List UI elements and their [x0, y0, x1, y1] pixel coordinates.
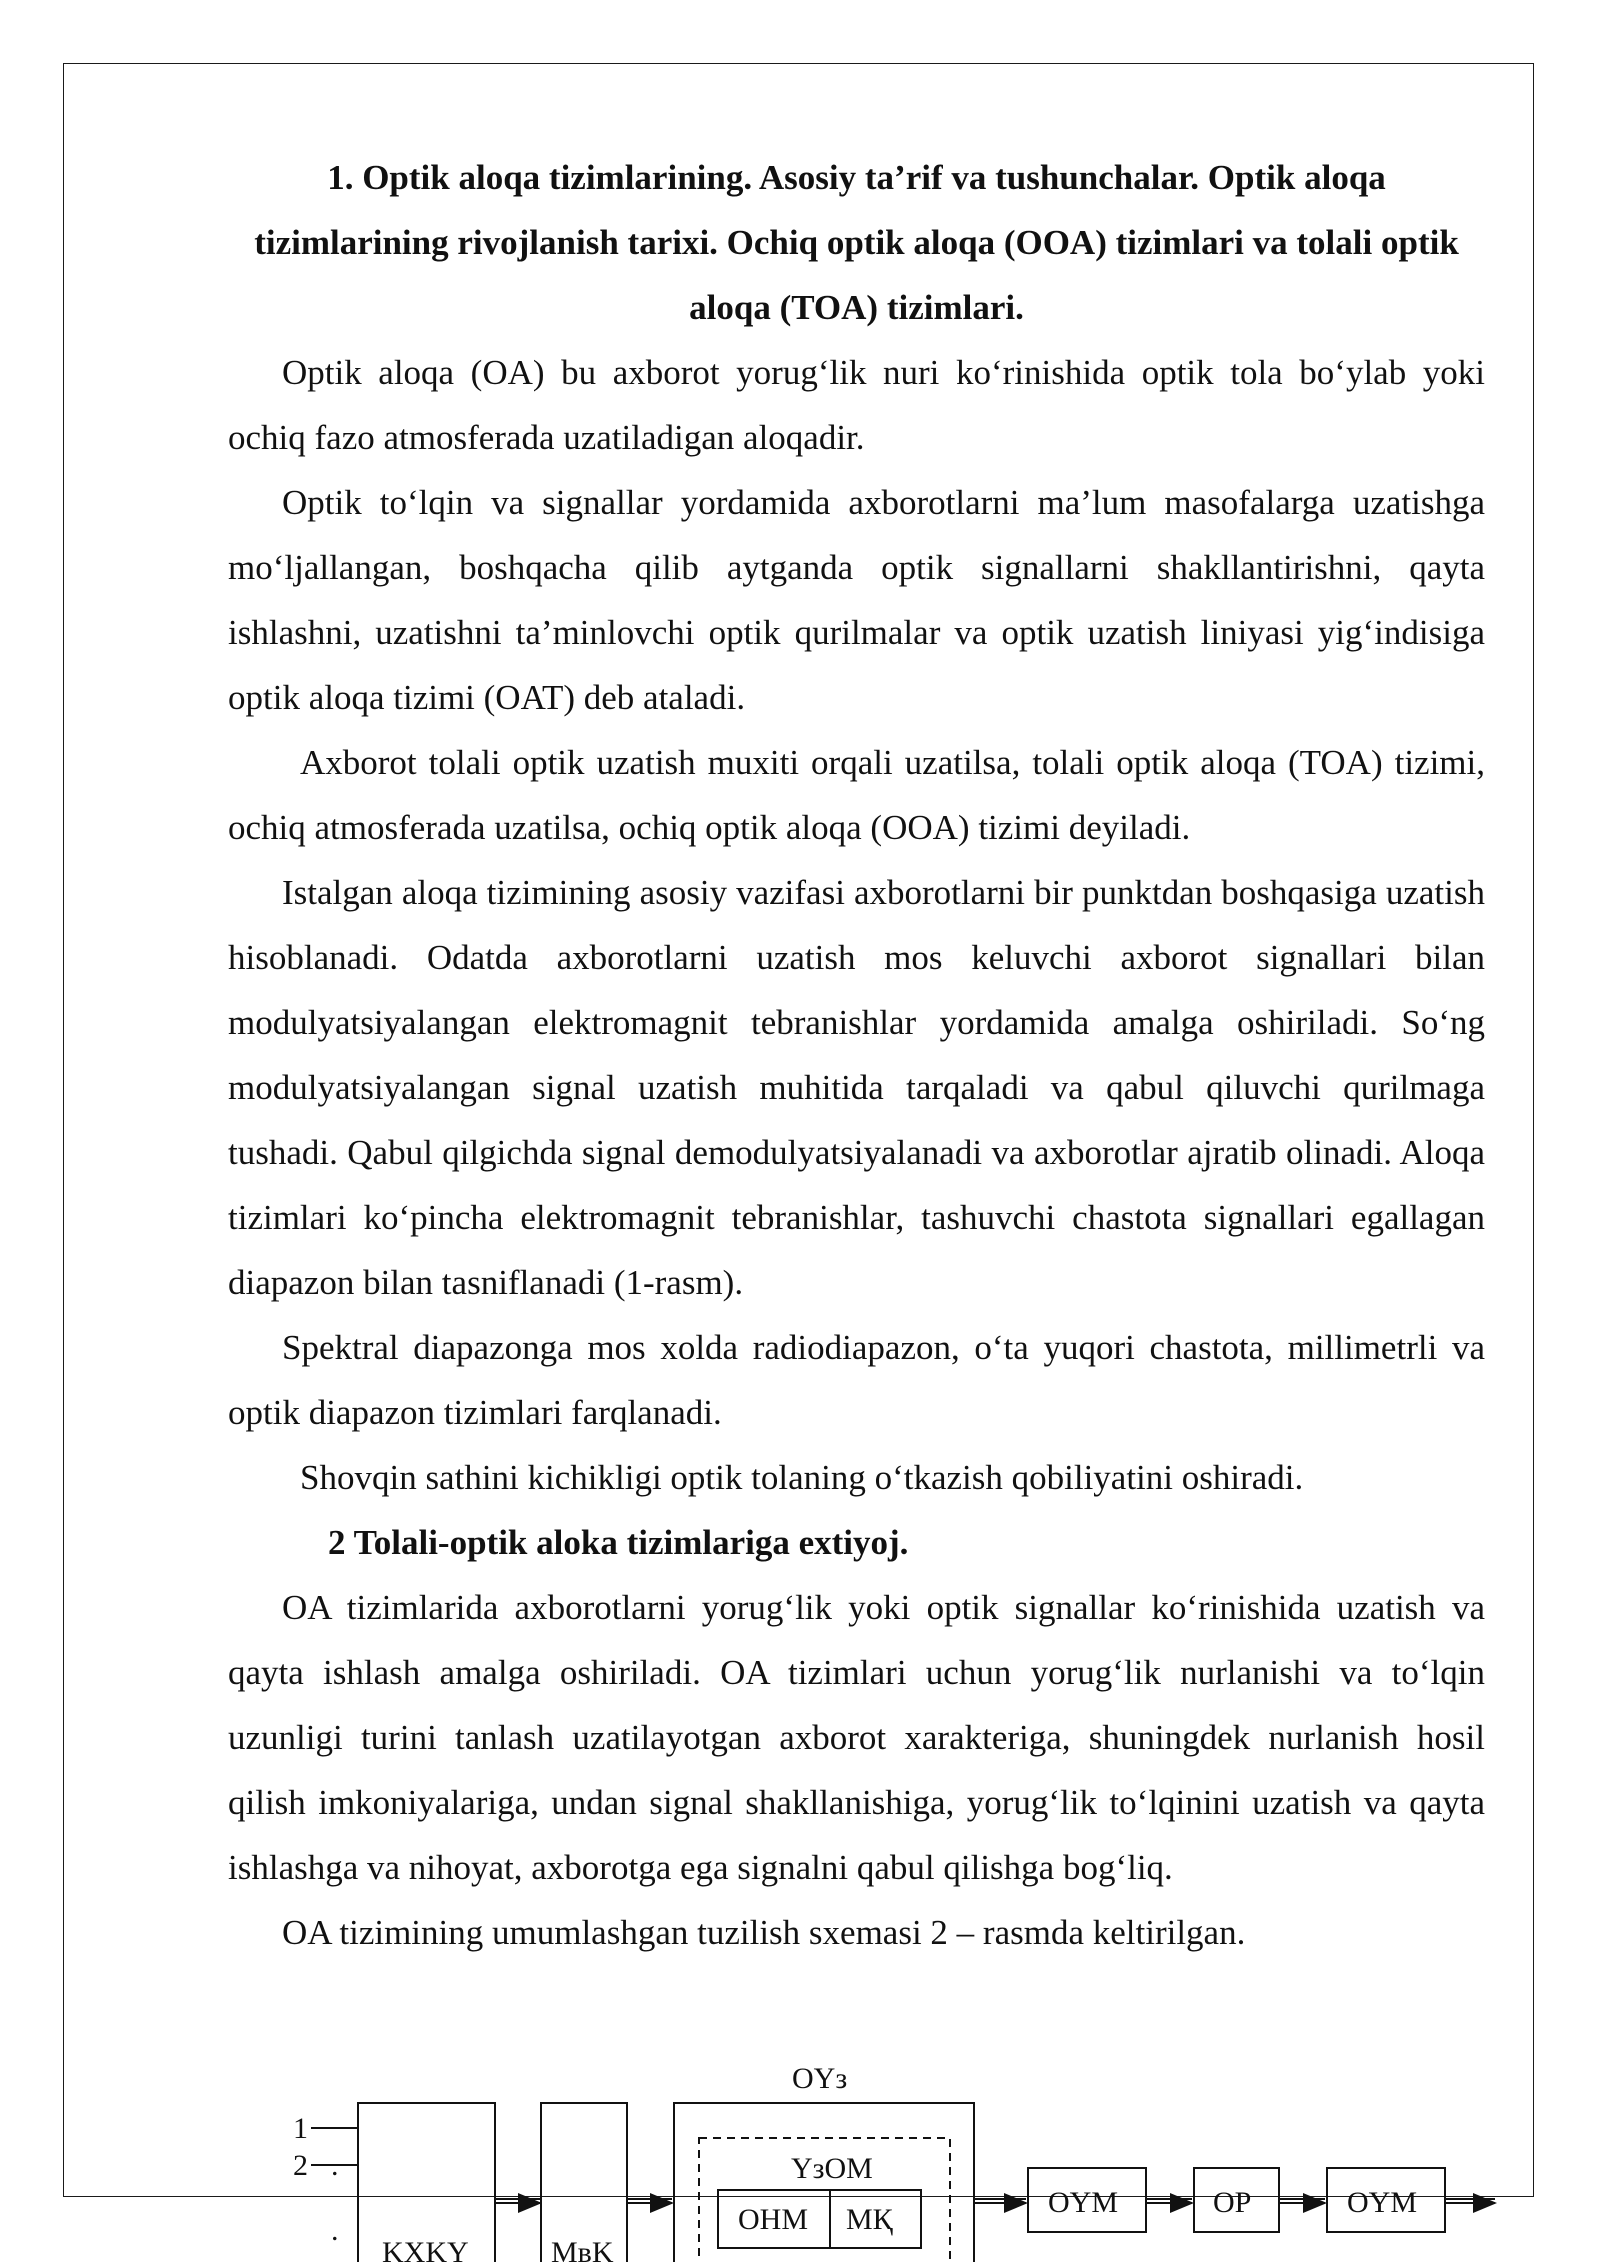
subsection-heading: 2 Tolali-optik aloka tizimlariga extiyoj.: [328, 1523, 909, 1562]
paragraph: Optik aloqa (OA) bu axborot yorug‘lik nuri ko‘rinishida optik tola bo‘ylab yoki ochiq fazo atmosferada uzatiladigan aloqadir.: [228, 353, 1485, 457]
ouz-label: OYз: [792, 2062, 848, 2095]
kxku-label: KXKY: [382, 2236, 469, 2262]
mvk-label: MвK: [551, 2236, 614, 2262]
paragraph: Axborot tolali optik uzatish muxiti orqali uzatilsa, tolali optik aloqa (TOA) tizimi, ochiq atmosferada uzatilsa, ochiq optik aloqa (OOA) tizimi deyiladi.: [228, 743, 1485, 847]
paragraph: Shovqin sathini kichikligi optik tolaning o‘tkazish qobiliyatini oshiradi.: [300, 1458, 1304, 1497]
paragraph: Optik to‘lqin va signallar yordamida axborotlarni ma’lum masofalarga uzatishga mo‘ljallangan, boshqacha qilib aytganda optik signallarni shakllantirishni, qayta ishlashni, uzatishni ta’minlovchi optik qurilmalar va optik uzatish liniyasi yig‘indisiga optik aloqa tizimi (OAT) deb ataladi.: [228, 483, 1485, 717]
mq-label: MҚ: [846, 2203, 893, 2236]
oum-label-2: OYM: [1347, 2186, 1418, 2219]
paragraph: Spektral diapazonga mos xolda radiodiapazon, o‘ta yuqori chastota, millimetrli va optik diapazon tizimlari farqlanadi.: [228, 1328, 1485, 1432]
input-dot: .: [331, 2149, 339, 2182]
input-lines: [293, 2112, 358, 2247]
section-heading: 1. Optik aloqa tizimlarining. Asosiy ta’rif va tushunchalar. Optik aloqa tizimlarining rivojlanish tarixi. Ochiq optik aloqa (OOA) tizimlari va tolali optik aloqa (TOA) tizimlari.: [254, 158, 1459, 327]
uzom-label: YзOM: [791, 2152, 873, 2185]
input-dot: .: [331, 2214, 339, 2247]
oum-label-1: OYM: [1048, 2186, 1119, 2219]
or-label: OP: [1213, 2186, 1252, 2219]
input-label-2: 2: [293, 2149, 308, 2182]
paragraph: OA tizimining umumlashgan tuzilish sxemasi 2 – rasmda keltirilgan.: [282, 1913, 1246, 1952]
paragraph: Istalgan aloqa tizimining asosiy vazifasi axborotlarni bir punktdan boshqasiga uzatish hisoblanadi. Odatda axborotlarni uzatish mos keluvchi axborot signallari bilan modulyatsiyalangan elektromagnit tebranishlar yordamida amalga oshiriladi. So‘ng modulyatsiyalangan signal uzatish muhitida tarqaladi va qabul qiluvchi qurilmaga tushadi. Qabul qilgichda signal demodulyatsiyalanadi va axborotlar ajratib olinadi. Aloqa tizimlari ko‘pincha elektromagnit tebranishlar, tashuvchi chastota signallari egallagan diapazon bilan tasniflanadi (1-rasm).: [228, 873, 1485, 1302]
paragraph: OA tizimlarida axborotlarni yorug‘lik yoki optik signallar ko‘rinishida uzatish va qayta ishlash amalga oshiriladi. OA tizimlari uchun yorug‘lik nurlanishi va to‘lqin uzunligi turini tanlash uzatilayotgan axborot xarakteriga, shuningdek nurlanish hosil qilish imkoniyalariga, undan signal shakllanishiga, yorug‘lik to‘lqinini uzatish va qayta ishlashga va nihoyat, axborotga ega signalni qabul qilishga bog‘liq.: [228, 1588, 1485, 1887]
onm-label: OHM: [738, 2203, 809, 2236]
input-label-1: 1: [293, 2112, 308, 2145]
